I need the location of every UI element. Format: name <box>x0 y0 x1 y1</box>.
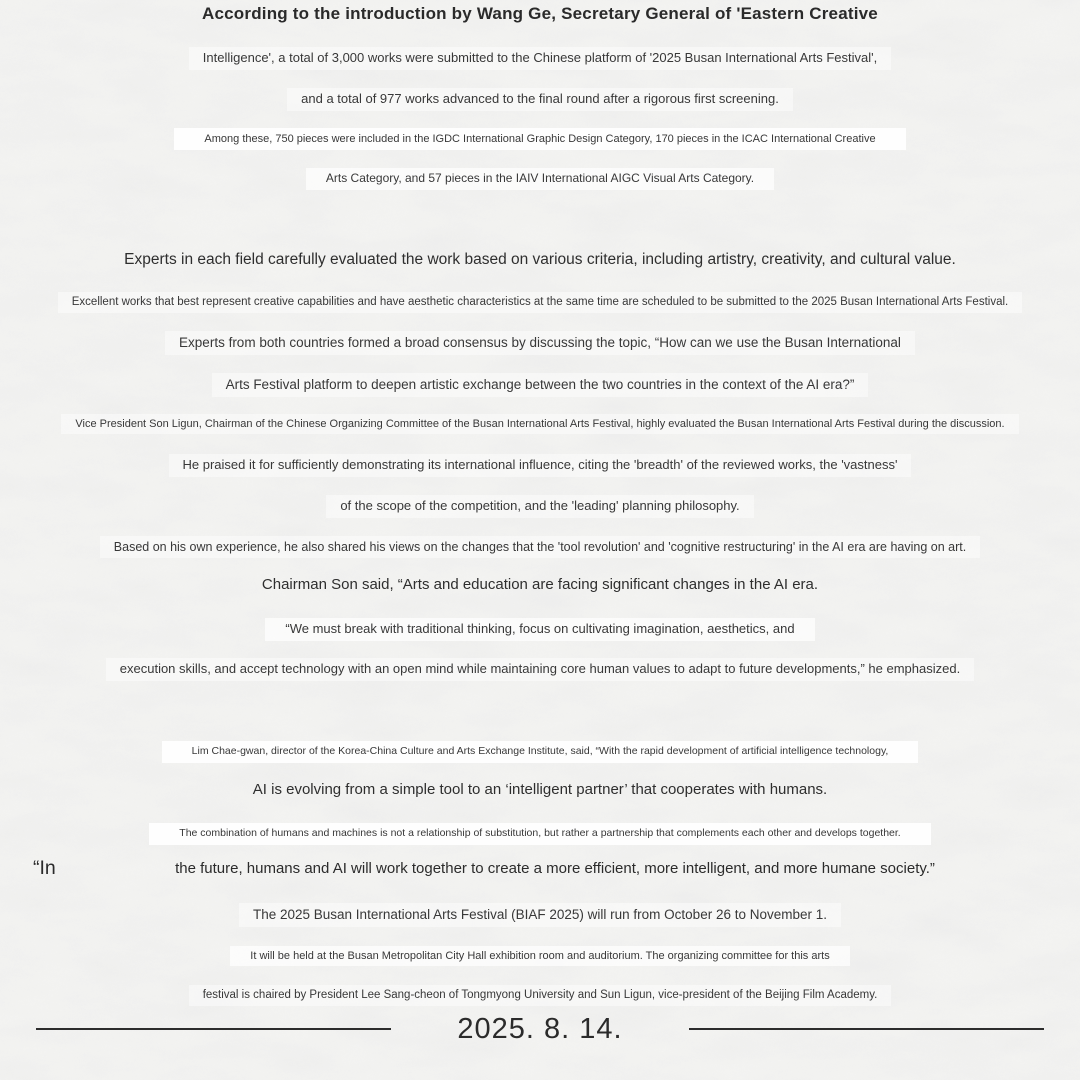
divider-right <box>689 1028 1044 1030</box>
headline-line-14 <box>0 575 1080 595</box>
text-line-15 <box>0 618 1080 641</box>
headline-line-18 <box>0 780 1080 800</box>
headline-text: Experts in each field carefully evaluated the work based on various criteria, including artistry, creativity, and cultural value. <box>124 251 956 268</box>
quote-line-20 <box>0 859 1080 879</box>
date-text: 2025. 8. 14. <box>457 1012 623 1045</box>
caption-text: It will be held at the Busan Metropolitan City Hall exhibition room and auditorium. The organizing committee for this arts <box>230 946 849 966</box>
text-line-02 <box>0 47 1080 70</box>
caption-line-05 <box>0 168 1080 190</box>
caption-text: Based on his own experience, he also shared his views on the changes that the 'tool revolution' and 'cognitive restructuring' in the AI era are having on art. <box>100 536 980 558</box>
caption-line-13 <box>0 536 1080 558</box>
caption-text: Arts Category, and 57 pieces in the IAIV International AIGC Visual Arts Category. <box>306 168 774 190</box>
body-text: Arts Festival platform to deepen artistic exchange between the two countries in the context of the AI era?” <box>212 373 869 397</box>
caption-line-10 <box>0 414 1080 434</box>
text-line-21 <box>0 903 1080 927</box>
date-divider-row <box>0 1008 1080 1050</box>
caption-text: Among these, 750 pieces were included in the IGDC International Graphic Design Category, 170 pieces in the ICAC International Creative <box>174 128 905 150</box>
headline-text: Chairman Son said, “Arts and education are facing significant changes in the AI era. <box>261 576 819 593</box>
divider-left <box>36 1028 391 1030</box>
body-text: execution skills, and accept technology with an open mind while maintaining core human values to adapt to future developments,” he emphasized. <box>106 658 974 681</box>
caption-text: Vice President Son Ligun, Chairman of the Chinese Organizing Committee of the Busan International Arts Festival, highly evaluated the Busan International Arts Festival during the discussion. <box>61 414 1018 434</box>
caption-line-04 <box>0 128 1080 150</box>
body-text: of the scope of the competition, and the 'leading' planning philosophy. <box>326 495 753 518</box>
text-line-03 <box>0 88 1080 111</box>
caption-line-19 <box>0 823 1080 845</box>
quote-lead-in: “In <box>33 857 56 879</box>
text-line-08 <box>0 331 1080 355</box>
body-text: He praised it for sufficiently demonstrating its international influence, citing the 'breadth' of the reviewed works, the 'vastness' <box>169 454 912 477</box>
body-text: The 2025 Busan International Arts Festival (BIAF 2025) will run from October 26 to November 1. <box>239 903 841 927</box>
headline-text: AI is evolving from a simple tool to an ‘intelligent partner’ that cooperates with humans. <box>252 781 828 798</box>
headline-line-01 <box>0 3 1080 25</box>
body-text: Intelligence', a total of 3,000 works were submitted to the Chinese platform of '2025 Busan International Arts Festival', <box>189 47 891 70</box>
body-text: and a total of 977 works advanced to the final round after a rigorous first screening. <box>287 88 793 111</box>
text-line-09 <box>0 373 1080 397</box>
caption-line-17 <box>0 741 1080 763</box>
caption-line-23 <box>0 985 1080 1006</box>
caption-line-07 <box>0 292 1080 313</box>
caption-text: The combination of humans and machines is not a relationship of substitution, but rather a partnership that complements each other and develops together. <box>149 823 930 845</box>
quote-text: the future, humans and AI will work together to create a more efficient, more intelligent, and more humane society.” <box>175 860 935 877</box>
caption-text: Lim Chae-gwan, director of the Korea-China Culture and Arts Exchange Institute, said, “With the rapid development of artificial intelligence technology, <box>162 741 919 763</box>
headline-line-06 <box>0 250 1080 270</box>
body-text: “We must break with traditional thinking, focus on cultivating imagination, aesthetics, and <box>265 618 814 641</box>
body-text: Experts from both countries formed a broad consensus by discussing the topic, “How can we use the Busan International <box>165 331 915 355</box>
text-line-16 <box>0 658 1080 681</box>
caption-text: Excellent works that best represent creative capabilities and have aesthetic characteristics at the same time are scheduled to be submitted to the 2025 Busan International Arts Festival. <box>58 292 1022 313</box>
text-line-11 <box>0 454 1080 477</box>
caption-line-22 <box>0 946 1080 966</box>
headline-text: According to the introduction by Wang Ge, Secretary General of 'Eastern Creative <box>202 4 878 23</box>
caption-text: festival is chaired by President Lee Sang-cheon of Tongmyong University and Sun Ligun, vice-president of the Beijing Film Academy. <box>189 985 892 1006</box>
text-line-12 <box>0 495 1080 518</box>
